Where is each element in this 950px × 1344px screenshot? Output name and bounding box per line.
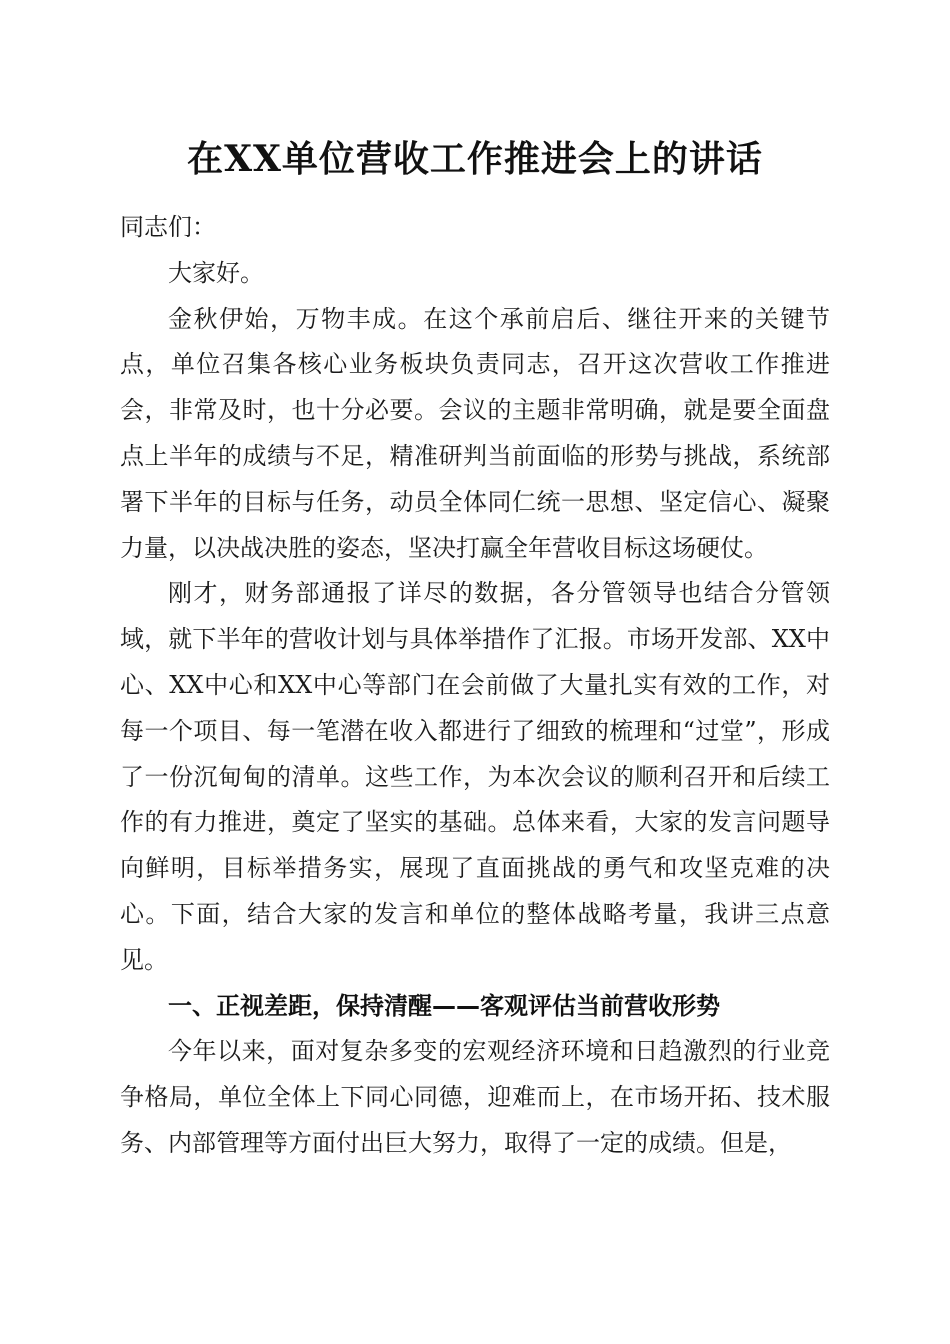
document-body [120,205,830,1167]
salutation: 同志们： [120,213,216,241]
section-paragraph: 今年以来，面对复杂多变的宏观经济环境和日趋激烈的行业竞争格局，单位全体上下同心同德，迎难而上，在市场开拓、技术服务、内部管理等方面付出巨大努力，取得了一定的成绩。但是， [120,1037,830,1157]
document-title: 在XX单位营收工作推进会上的讲话 [187,138,763,180]
greeting: 大家好。 [168,258,264,287]
paragraph-reports: 刚才，财务部通报了详尽的数据，各分管领导也结合分管领域，就下半年的营收计划与具体举措作了汇报。市场开发部、XX中心、XX中心和XX中心等部门在会前做了大量扎实有效的工作，对每一个项目、每一笔潜在收入都进行了细致的梳理和“过堂”，形成了一份沉甸甸的清单。这些工作，为本次会议的顺利召开和后续工作的有力推进，奠定了坚实的基础。总体来看，大家的发言问题导向鲜明，目标举措务实，展现了直面挑战的勇气和攻坚克难的决心。下面，结合大家的发言和单位的整体战略考量，我讲三点意见。 [120,579,830,974]
paragraph-opening: 金秋伊始，万物丰成。在这个承前启后、继往开来的关键节点，单位召集各核心业务板块负责同志，召开这次营收工作推进会，非常及时，也十分必要。会议的主题非常明确，就是要全面盘点上半年的成绩与不足，精准研判当前面临的形势与挑战，系统部署下半年的目标与任务，动员全体同仁统一思想、坚定信心、凝聚力量，以决战决胜的姿态，坚决打赢全年营收目标这场硬仗。 [120,304,830,562]
section-heading: 一、正视差距，保持清醒——客观评估当前营收形势 [168,991,720,1020]
